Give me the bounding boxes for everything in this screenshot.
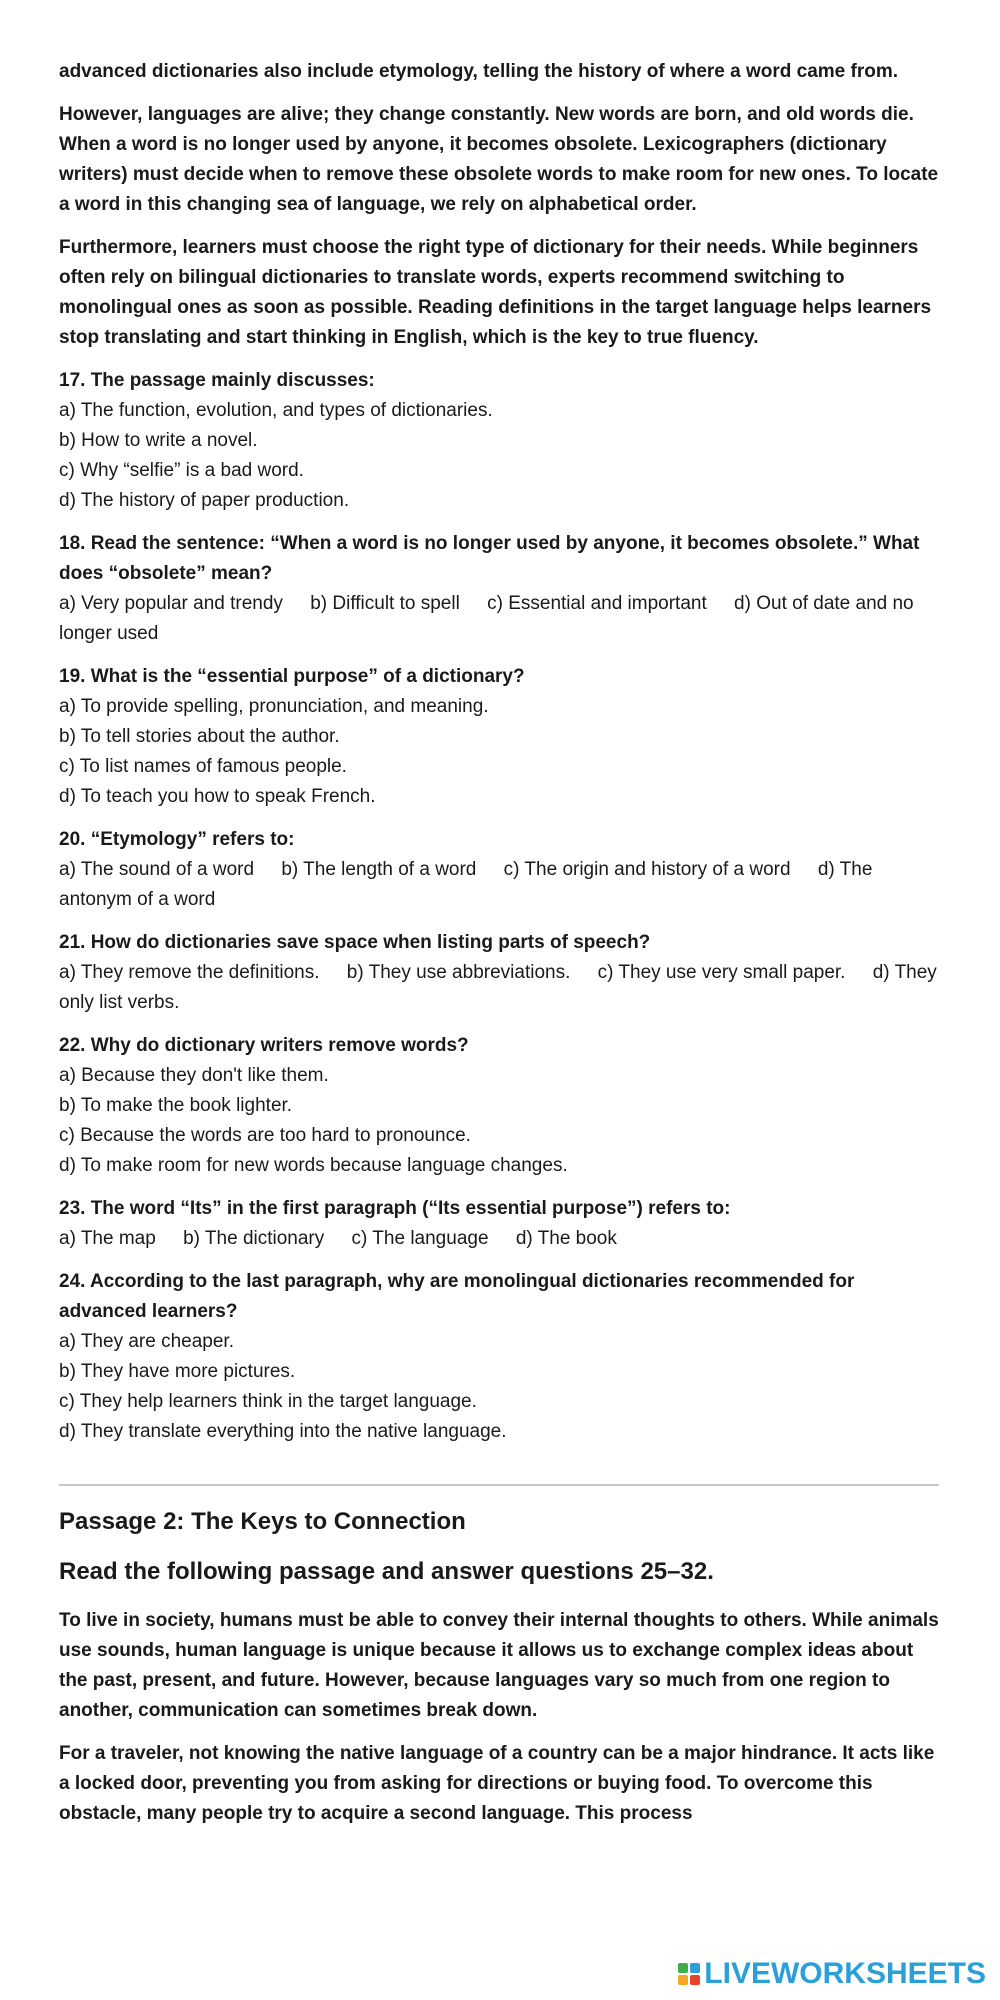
option-a[interactable]: a) Because they don't like them. [59, 1065, 329, 1086]
option-c[interactable]: c) They use very small paper. [597, 962, 846, 983]
option-d[interactable]: d) Out of date and no longer used [59, 593, 914, 644]
passage2-paragraph-2: For a traveler, not knowing the native language of a country can be a major hindrance. It acts like a locked door, preventing you from asking for directions or buying food. To overcome this obstacle, many people try to acquire a second language. This process [59, 1743, 935, 1824]
question-24 [59, 1267, 939, 1447]
option-c[interactable]: c) Because the words are too hard to pronounce. [59, 1125, 471, 1146]
logo-square-orange [678, 1975, 688, 1985]
option-a[interactable]: a) They remove the definitions. [59, 962, 320, 983]
option-d[interactable]: d) They translate everything into the native language. [59, 1421, 507, 1442]
option-b[interactable]: b) How to write a novel. [59, 430, 258, 451]
question-stem: 18. Read the sentence: “When a word is no longer used by anyone, it becomes obsolete.” What does “obsolete” mean? [59, 533, 920, 584]
option-d[interactable]: d) The book [515, 1228, 617, 1249]
question-stem: 21. How do dictionaries save space when listing parts of speech? [59, 932, 651, 953]
inline-options [59, 589, 939, 649]
question-stem: 17. The passage mainly discusses: [59, 370, 375, 391]
worksheet-page [59, 0, 939, 1842]
liveworksheets-logo [678, 1957, 986, 1991]
question-stem: 24. According to the last paragraph, why are monolingual dictionaries recommended for advanced learners? [59, 1271, 855, 1322]
passage1-paragraph-1: advanced dictionaries also include etymology, telling the history of where a word came from. [59, 61, 899, 82]
question-20 [59, 825, 939, 915]
section-divider [59, 1484, 939, 1486]
question-22 [59, 1031, 939, 1181]
passage1-paragraph-3: Furthermore, learners must choose the right type of dictionary for their needs. While beginners often rely on bilingual dictionaries to translate words, experts recommend switching to monolingual ones as soon as possible. Reading definitions in the target language helps learners stop translating and start thinking in English, which is the key to true fluency. [59, 237, 932, 348]
inline-options [59, 1224, 939, 1254]
question-stem: 22. Why do dictionary writers remove words? [59, 1035, 469, 1056]
option-b[interactable]: b) They have more pictures. [59, 1361, 296, 1382]
option-b[interactable]: b) Difficult to spell [310, 593, 460, 614]
question-stem: 20. “Etymology” refers to: [59, 829, 295, 850]
option-c[interactable]: c) They help learners think in the target language. [59, 1391, 477, 1412]
option-a[interactable]: a) The sound of a word [59, 859, 255, 880]
option-b[interactable]: b) The length of a word [281, 859, 477, 880]
option-c[interactable]: c) To list names of famous people. [59, 756, 347, 777]
option-a[interactable]: a) The function, evolution, and types of dictionaries. [59, 400, 493, 421]
option-a[interactable]: a) They are cheaper. [59, 1331, 234, 1352]
option-d[interactable]: d) To teach you how to speak French. [59, 786, 376, 807]
passage2-title: Passage 2: The Keys to Connection [59, 1508, 466, 1535]
question-stem: 23. The word “Its” in the first paragraph (“Its essential purpose”) refers to: [59, 1198, 731, 1219]
liveworksheets-logo-icon [678, 1963, 700, 1985]
option-c[interactable]: c) Why “selfie” is a bad word. [59, 460, 304, 481]
option-b[interactable]: b) They use abbreviations. [346, 962, 571, 983]
option-c[interactable]: c) The language [351, 1228, 489, 1249]
option-d[interactable]: d) The antonym of a word [59, 859, 873, 910]
question-19 [59, 662, 939, 812]
option-b[interactable]: b) The dictionary [183, 1228, 325, 1249]
option-d[interactable]: d) They only list verbs. [59, 962, 937, 1013]
logo-square-green [678, 1963, 688, 1973]
question-23 [59, 1194, 939, 1254]
logo-text: LIVEWORKSHEETS [704, 1957, 986, 1990]
option-b[interactable]: b) To make the book lighter. [59, 1095, 293, 1116]
option-a[interactable]: a) The map [59, 1228, 156, 1249]
passage2-paragraph-1: To live in society, humans must be able to convey their internal thoughts to others. While animals use sounds, human language is unique because it allows us to exchange complex ideas about the past, present, and future. However, because languages vary so much from one region to another, communication can sometimes break down. [59, 1610, 939, 1721]
question-21 [59, 928, 939, 1018]
logo-square-red [690, 1975, 700, 1985]
option-c[interactable]: c) The origin and history of a word [503, 859, 791, 880]
question-stem: 19. What is the “essential purpose” of a dictionary? [59, 666, 525, 687]
question-18 [59, 529, 939, 649]
option-a[interactable]: a) To provide spelling, pronunciation, and meaning. [59, 696, 489, 717]
option-c[interactable]: c) Essential and important [487, 593, 707, 614]
inline-options [59, 958, 939, 1018]
option-d[interactable]: d) To make room for new words because language changes. [59, 1155, 568, 1176]
option-d[interactable]: d) The history of paper production. [59, 490, 350, 511]
option-a[interactable]: a) Very popular and trendy [59, 593, 283, 614]
question-17 [59, 366, 939, 516]
passage2-instruction: Read the following passage and answer questions 25–32. [59, 1558, 714, 1585]
logo-square-blue [690, 1963, 700, 1973]
passage1-paragraph-2: However, languages are alive; they change constantly. New words are born, and old words die. When a word is no longer used by anyone, it becomes obsolete. Lexicographers (dictionary writers) must decide when to remove these obsolete words to make room for new ones. To locate a word in this changing sea of language, we rely on alphabetical order. [59, 104, 939, 215]
inline-options [59, 855, 939, 915]
option-b[interactable]: b) To tell stories about the author. [59, 726, 340, 747]
